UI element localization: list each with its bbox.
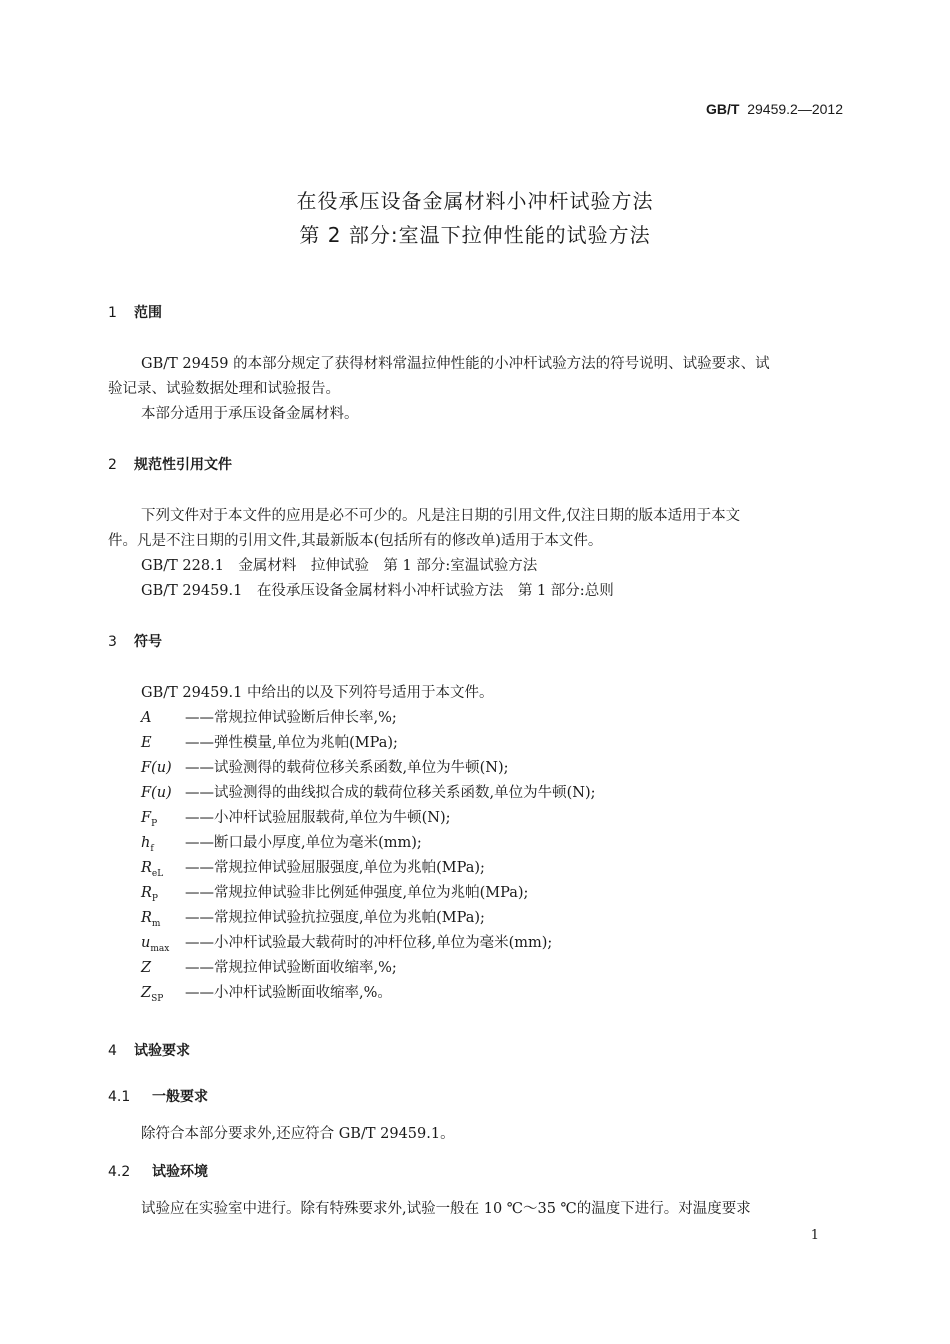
symbol-row: [141, 806, 451, 829]
symbol: h: [141, 835, 151, 851]
document-title-line-1: 在役承压设备金属材料小冲杆试验方法: [296, 189, 654, 213]
section-4-1-title: 一般要求: [152, 1089, 208, 1105]
symbol-description: ——试验测得的载荷位移关系函数,单位为牛顿(N);: [185, 760, 509, 776]
section-4-1-number: 4.1: [108, 1089, 131, 1105]
symbol: F: [141, 810, 152, 826]
symbol-subscript: f: [150, 843, 154, 854]
section-4-2-number: 4.2: [108, 1164, 131, 1180]
symbol-description: ——小冲杆试验屈服载荷,单位为牛顿(N);: [185, 810, 451, 826]
symbol-description: ——试验测得的曲线拟合成的载荷位移关系函数,单位为牛顿(N);: [185, 785, 596, 801]
symbol: Z: [141, 985, 152, 1001]
section-1-paragraph-1-line-1: GB/T 29459 的本部分规定了获得材料常温拉伸性能的小冲杆试验方法的符号说明、试验要求、试: [141, 356, 770, 372]
section-4-heading: [108, 1040, 190, 1060]
section-2-paragraph-line-2: 件。凡是不注日期的引用文件,其最新版本(包括所有的修改单)适用于本文件。: [108, 533, 603, 549]
section-2-title: 规范性引用文件: [134, 457, 232, 473]
section-4-1-heading: [108, 1086, 208, 1106]
symbol-row: [141, 981, 392, 1004]
symbol: F(u): [141, 785, 172, 801]
page-number: 1: [810, 1228, 819, 1243]
section-4-2-title: 试验环境: [152, 1164, 208, 1180]
section-3-number: 3: [108, 634, 117, 650]
section-2-number: 2: [108, 457, 117, 473]
symbol-row: [141, 881, 528, 904]
symbol-row: [141, 956, 397, 979]
section-3-title: 符号: [134, 634, 162, 650]
symbol-description: ——常规拉伸试验屈服强度,单位为兆帕(MPa);: [185, 860, 485, 876]
symbol-subscript: SP: [151, 993, 164, 1004]
symbol-description: ——弹性模量,单位为兆帕(MPa);: [185, 735, 398, 751]
symbol-row: [141, 906, 485, 929]
symbol-description: ——常规拉伸试验断后伸长率,%;: [185, 710, 397, 726]
section-4-2-heading: [108, 1161, 208, 1181]
symbol-row: [141, 931, 552, 954]
section-1-heading: [108, 302, 162, 322]
symbol: F(u): [141, 760, 172, 776]
symbol: R: [141, 910, 152, 926]
symbol-row: [141, 706, 397, 729]
section-1-title: 范围: [134, 305, 162, 321]
section-1-number: 1: [108, 305, 117, 321]
section-2-heading: [108, 454, 232, 474]
symbol-row: [141, 756, 509, 779]
symbol-description: ——常规拉伸试验非比例延伸强度,单位为兆帕(MPa);: [185, 885, 529, 901]
standard-code-number: 29459.2—2012: [747, 101, 843, 117]
document-title-line-2: 第 2 部分:室温下拉伸性能的试验方法: [299, 223, 651, 247]
symbol: E: [141, 735, 152, 751]
symbol-subscript: max: [150, 943, 170, 954]
section-4-number: 4: [108, 1043, 117, 1059]
symbol-row: [141, 856, 485, 879]
symbol-description: ——常规拉伸试验抗拉强度,单位为兆帕(MPa);: [185, 910, 485, 926]
symbol-description: ——小冲杆试验断面收缩率,%。: [185, 985, 392, 1001]
symbol-subscript: eL: [151, 868, 164, 879]
symbol: A: [141, 710, 152, 726]
symbol: u: [141, 935, 151, 951]
symbol-description: ——断口最小厚度,单位为毫米(mm);: [185, 835, 422, 851]
symbol-row: [141, 781, 596, 804]
symbol-description: ——小冲杆试验最大载荷时的冲杆位移,单位为毫米(mm);: [185, 935, 553, 951]
section-4-title: 试验要求: [134, 1043, 190, 1059]
normative-reference-1: GB/T 228.1 金属材料 拉伸试验 第 1 部分:室温试验方法: [141, 558, 538, 574]
symbol: R: [141, 860, 152, 876]
symbol-subscript: P: [151, 818, 158, 829]
symbol: Z: [141, 960, 152, 976]
section-4-2-paragraph: 试验应在实验室中进行。除有特殊要求外,试验一般在 10 ℃～35 ℃的温度下进行。对温度要求: [141, 1201, 751, 1217]
section-1-paragraph-2: 本部分适用于承压设备金属材料。: [141, 406, 359, 422]
section-2-paragraph-line-1: 下列文件对于本文件的应用是必不可少的。凡是注日期的引用文件,仅注日期的版本适用于本文: [141, 508, 741, 524]
section-4-1-paragraph: 除符合本部分要求外,还应符合 GB/T 29459.1。: [141, 1126, 455, 1142]
normative-reference-2: GB/T 29459.1 在役承压设备金属材料小冲杆试验方法 第 1 部分:总则: [141, 583, 614, 599]
symbol: R: [141, 885, 152, 901]
standard-code: [706, 101, 843, 117]
section-1-paragraph-1-line-2: 验记录、试验数据处理和试验报告。: [108, 381, 340, 397]
symbol-subscript: P: [151, 893, 158, 904]
symbol-row: [141, 731, 398, 754]
standard-code-prefix: GB/T: [706, 101, 740, 117]
symbol-subscript: m: [151, 918, 161, 929]
section-3-intro: GB/T 29459.1 中给出的以及下列符号适用于本文件。: [141, 685, 494, 701]
symbol-description: ——常规拉伸试验断面收缩率,%;: [185, 960, 397, 976]
section-3-heading: [108, 631, 162, 651]
symbol-row: [141, 831, 422, 854]
